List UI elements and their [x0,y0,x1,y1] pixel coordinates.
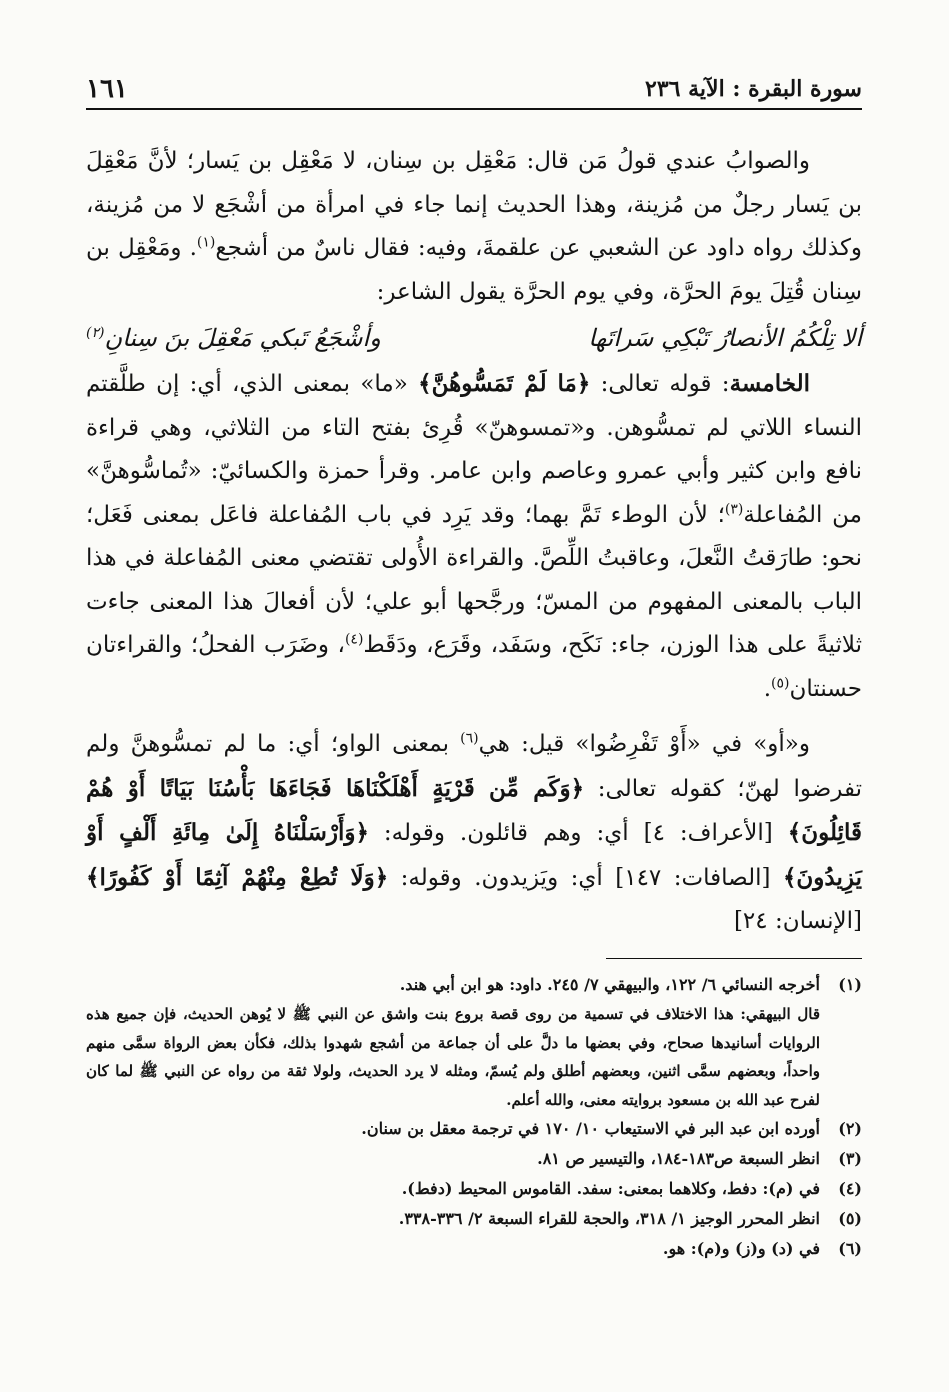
quran-quote-insan: ﴿وَلَا تُطِعْ مِنْهُمْ آثِمًا أَوْ كَفُورًا﴾ [86,863,389,891]
footnote-text: انظر السبعة ص١٨٣-١٨٤، والتيسير ص ٨١. [537,1149,820,1168]
page-header [86,66,862,110]
main-text [86,140,862,944]
footnote-2 [86,1114,862,1144]
footnote-number: (٥) [838,1209,862,1228]
footnote-separator [606,958,862,959]
footnote-text: انظر المحرر الوجيز ١/ ٣١٨، والحجة للقراء السبعة ٢/ ٣٣٦-٣٣٨. [398,1209,820,1228]
footnote-ref-5[interactable]: (٥) [771,674,790,691]
footnote-number: (١) [838,975,862,994]
section-lead: الخامسة [729,370,810,397]
footnote-text: أورده ابن عبد البر في الاستيعاب ١٠/ ١٧٠ في ترجمة معقل بن سنان. [361,1119,820,1138]
paragraph-2: الخامسة: قوله تعالى: ﴿مَا لَمْ تَمَسُّوهُنَّ﴾ «ما» بمعنى الذي، أي: إن طلَّقتم النساء اللاتي لم تمسُّوهن. و«تمسوهنّ» قُرِئ بفتح التاء من الثلاثي، وهي قراءة نافع وابن كثير وأبي عمرو وعاصم وابن عامر. وقرأ حمزة والكسائيّ: «تُماسُّوهنَّ» من المُفاعلة$^{(٣)}$؛ لأن الوطء تَمَّ بهما؛ وقد يَرِد في باب المُفاعلة فاعَل بمعنى فَعَل؛ نحو: طارَقتُ النَّعلَ، وعاقبتُ اللِّصَّ. والقراءة الأُولى تقتضي معنى المُفاعلة في هذا الباب بالمعنى المفهوم من المسّ؛ ورجَّحها أبو علي؛ لأن أفعالَ هذا المعنى جاءت ثلاثيةً على هذا الوزن، جاء: نَكَح، وسَفَد، وقَرَع، ودَقَط$^{(٤)}$، وضَرَب الفحلُ؛ والقراءتان حسنتان$^{(٥)}$. [86,370,863,702]
verse-hemistich-left: وأشْجَعُ تَبكي مَعْقِلَ بنَ سِنانِ$^{(٢)}$ [86,324,381,352]
quran-quote: ﴿مَا لَمْ تَمَسُّوهُنَّ﴾ [418,370,591,397]
footnote-5 [86,1204,862,1234]
footnote-3 [86,1144,862,1174]
page-number: ١٦١ [86,74,128,104]
running-title [645,76,862,108]
footnote-1-quote: قال البيهقي: هذا الاختلاف في تسمية من روى قصة بروع بنت واشق عن النبي ﷺ لا يُوهن الحديث، فإن جميع هذه الروايات أسانيدها صحاح، وفي بعضها ما دلَّ على أن جماعة من أشجع شهدوا بذلك، فكأن بعض الرواة سمَّى منهم واحداً، وبعضهم سمَّى اثنين، وبعضهم أطلق ولم يُسمّ، ومثله لا يرد الحديث، ولولا ثقة من رواه عن النبي ﷺ لما كان لفرح عبد الله بن مسعود بروايته معنى، والله أعلم. [86,1005,820,1109]
footnote-ref-1[interactable]: (١) [196,234,216,251]
footnote-text: أخرجه النسائي ٦/ ١٢٢، والبيهقي ٧/ ٢٤٥. داود: هو ابن أبي هند. [399,975,820,994]
footnotes [86,970,862,1264]
footnote-number: (٣) [838,1149,862,1168]
footnote-ref-4[interactable]: (٤) [344,631,364,648]
footnote-number: (٢) [838,1119,862,1138]
para1-line-4: ومَعْقِل بن سِنان قُتِلَ يومَ الحرَّة، وفي يوم الحرَّة يقول الشاعر: [86,235,862,305]
paragraph-3: و«أو» في «أَوْ تَفْرِضُوا» قيل: هي$^{(٦)}$ بمعنى الواو؛ أي: ما لم تمسُّوهنَّ ولم تفرضوا لهنّ؛ كقوله تعالى: ﴿وَكَم مِّن قَرْيَةٍ أَهْلَكْنَاهَا فَجَاءَهَا بَأْسُنَا بَيَاتًا أَوْ هُمْ قَائِلُونَ﴾ [الأعراف: ٤] أي: وهم قائلون. وقوله: ﴿وَأَرْسَلْنَاهُ إِلَىٰ مِائَةِ أَلْفٍ أَوْ يَزِيدُونَ﴾ [الصافات: ١٤٧] أي: ويَزيدون. وقوله: ﴿وَلَا تُطِعْ مِنْهُمْ آثِمًا أَوْ كَفُورًا﴾ [الإنسان: ٢٤] [86,730,863,934]
footnote-4 [86,1174,862,1204]
quran-quote-araf: ﴿وَكَم مِّن قَرْيَةٍ أَهْلَكْنَاهَا فَجَاءَهَا بَأْسُنَا بَيَاتًا أَوْ هُمْ قَائِلُونَ﴾ [86,774,863,846]
para1-line-1: والصوابُ عندي قولُ مَن قال: مَعْقِل بن سِنان، لا مَعْقِل بن يَسار؛ لأنَّ [147,148,810,174]
footnote-number: (٤) [838,1179,862,1198]
footnote-ref-2[interactable]: (٢) [86,325,105,341]
para1-line-2: مَعْقِلَ بن يَسار رجلٌ من مُزينة، وهذا الحديث إنما جاء في امرأة من أشْجَع لا من [86,148,862,218]
footnote-text: في (د) و(ز) و(م): هو. [662,1239,820,1258]
surah-title: سورة البقرة : الآية ٢٣٦ [645,76,862,102]
footnote-text: في (م): دفط، وكلاهما بمعنى: سفد. القاموس المحيط (دفط). [401,1179,820,1198]
para1-line-3: مُزينة، وكذلك رواه داود عن الشعبي عن علقمةَ، وفيه: فقال ناسٌ من أشجع [86,191,862,261]
verse-hemistich-right: ألا تِلْكُمُ الأنصارُ تَبْكِي سَراتَها [588,324,862,352]
footnote-6 [86,1234,862,1264]
paragraph-1: والصوابُ عندي قولُ مَن قال: مَعْقِل بن سِنان، لا مَعْقِل بن يَسار؛ لأنَّ مَعْقِلَ بن يَسار رجلٌ من مُزينة، وهذا الحديث إنما جاء في امرأة من أشْجَع لا من مُزينة، وكذلك رواه داود عن الشعبي عن علقمةَ، وفيه: فقال ناسٌ من أشجع$^{(١)}$. ومَعْقِل بن سِنان قُتِلَ يومَ الحرَّة، وفي يوم الحرَّة يقول الشاعر: [86,148,862,305]
footnote-1 [86,970,862,1000]
footnote-number: (٦) [838,1239,862,1258]
poetry-verse [86,314,862,362]
quran-quote-saffat: ﴿وَأَرْسَلْنَاهُ إِلَىٰ مِائَةِ أَلْفٍ أَوْ يَزِيدُونَ﴾ [86,819,862,891]
footnote-ref-6[interactable]: (٦) [460,730,479,747]
footnote-ref-3[interactable]: (٣) [724,500,744,517]
